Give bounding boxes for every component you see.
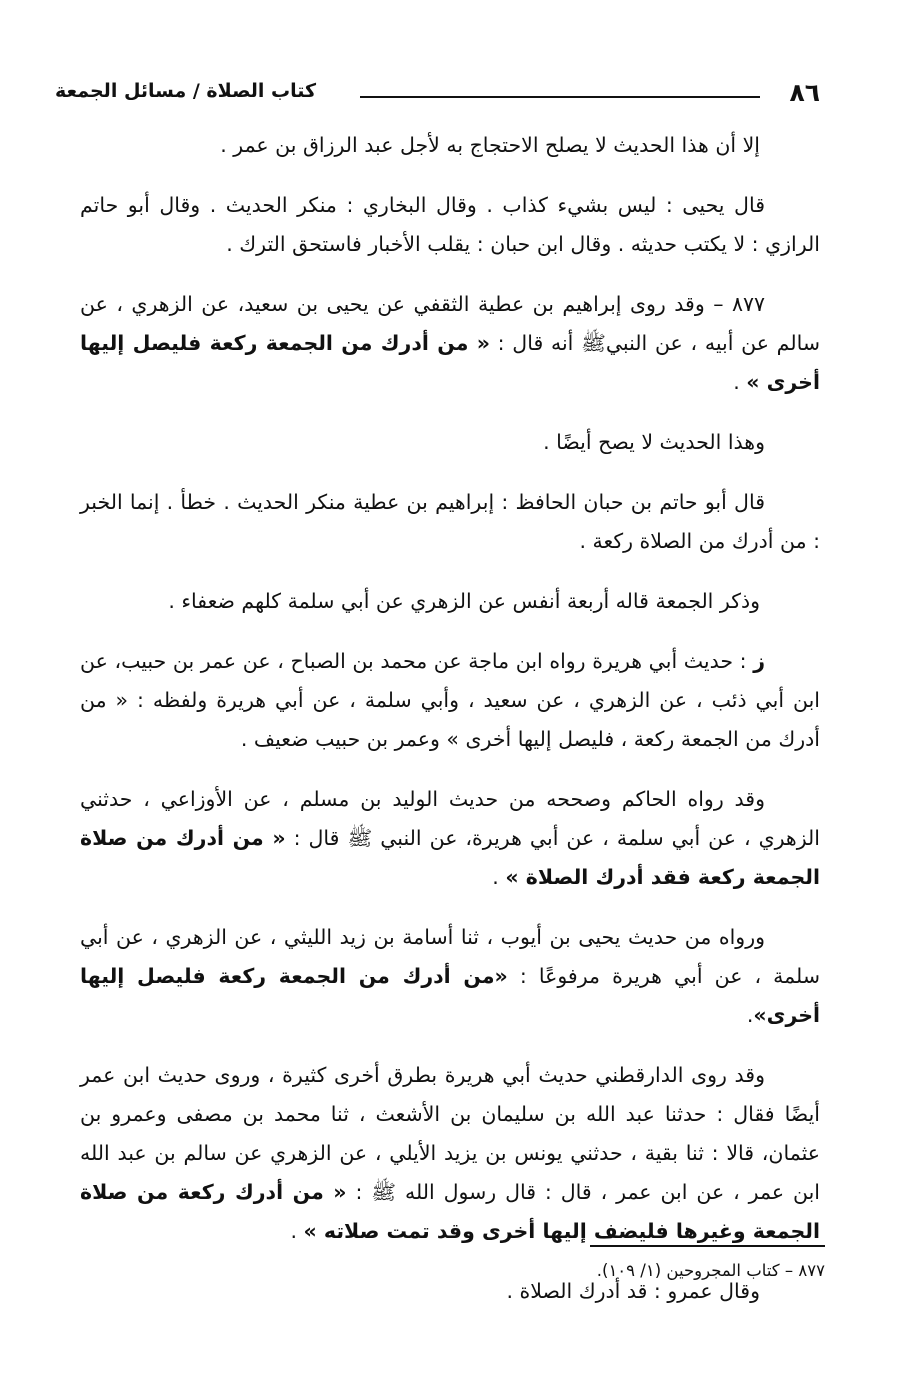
footnote-separator [590, 1245, 825, 1247]
paragraph-9-text: ورواه من حديث يحيى بن أيوب ، ثنا أسامة بن زيد الليثي ، عن الزهري ، عن أبي سلمة ، عن أبي هريرة مرفوعًا : [80, 925, 820, 988]
paragraph-10-text: وقد روى الدارقطني حديث أبي هريرة بطرق أخرى كثيرة ، وروى حديث ابن عمر أيضًا فقال : حدثنا عبد الله بن سليمان بن الأشعث ، ثنا محمد بن مصفى وعمرو بن عثمان، قالا : ثنا بقية ، حدثني يونس بن يزيد الأيلي ، عن الزهري عن سالم بن عبد الله ابن عمر ، عن ابن عمر ، قال : قال رسول الله ﷺ : [80, 1063, 820, 1204]
paragraph-2: قال يحيى : ليس بشيء كذاب . وقال البخاري : منكر الحديث . وقال أبو حاتم الرازي : لا يكتب حديثه . وقال ابن حبان : يقلب الأخبار فاستحق الترك . [80, 193, 820, 256]
paragraph-3-hadith-877 [80, 285, 820, 402]
paragraph-3-text: ٨٧٧ – وقد روى إبراهيم بن عطية الثقفي عن يحيى بن سعيد، عن الزهري ، عن سالم عن أبيه ، عن النبيﷺ أنه قال : [80, 292, 820, 355]
paragraph-3-quote: « من أدرك من الجمعة ركعة فليصل إليها أخرى » [80, 331, 820, 394]
paragraph-5: قال أبو حاتم بن حبان الحافظ : إبراهيم بن عطية منكر الحديث . خطأ . إنما الخبر : من أدرك من الصلاة ركعة . [80, 490, 820, 553]
paragraph-8 [80, 780, 820, 897]
paragraph-8-end: . [492, 865, 506, 889]
paragraph-6: وذكر الجمعة قاله أربعة أنفس عن الزهري عن أبي سلمة كلهم ضعفاء . [168, 589, 760, 613]
running-title: كتاب الصلاة / مسائل الجمعة [55, 80, 317, 102]
paragraph-10-quote: « من أدرك ركعة من صلاة الجمعة وغيرها فليضف إليها أخرى وقد تمت صلاته » [80, 1180, 820, 1243]
main-text [80, 126, 820, 1332]
footnote-877: ٨٧٧ – كتاب المجروحين (١/ ١٠٩). [596, 1261, 825, 1280]
paragraph-10-end: . [290, 1219, 304, 1243]
paragraph-9 [80, 918, 820, 1035]
paragraph-11: وقال عمرو : قد أدرك الصلاة . [506, 1279, 760, 1303]
page-number: ٨٦ [789, 78, 820, 107]
paragraph-10 [80, 1056, 820, 1251]
paragraph-9-end: . [746, 1003, 754, 1027]
paragraph-3-end: . [733, 370, 747, 394]
paragraph-8-quote: « من أدرك من صلاة الجمعة ركعة فقد أدرك الصلاة » [80, 826, 820, 889]
paragraph-8-text: وقد رواه الحاكم وصححه من حديث الوليد بن مسلم ، عن الأوزاعي ، حدثني الزهري ، عن أبي سلمة ، عن أبي هريرة، عن النبي ﷺ قال : [80, 787, 820, 850]
paragraph-9-quote: «من أدرك من الجمعة ركعة فليصل إليها أخرى» [80, 964, 820, 1027]
header-rule [360, 96, 760, 98]
paragraph-7-text: : حديث أبي هريرة رواه ابن ماجة عن محمد بن الصباح ، عن عمر بن حبيب، عن ابن أبي ذئب ، عن الزهري ، عن سعيد ، وأبي سلمة ، عن أبي هريرة ولفظه : « من أدرك من الجمعة ركعة ، فليصل إليها أخرى » وعمر بن حبيب ضعيف . [80, 649, 820, 751]
paragraph-4: وهذا الحديث لا يصح أيضًا . [543, 430, 765, 454]
page-header [55, 74, 820, 114]
paragraph-7-addition [80, 642, 820, 759]
addition-mark: ز [753, 649, 765, 673]
paragraph-1: إلا أن هذا الحديث لا يصلح الاحتجاج به لأجل عبد الرزاق بن عمر . [220, 133, 760, 157]
